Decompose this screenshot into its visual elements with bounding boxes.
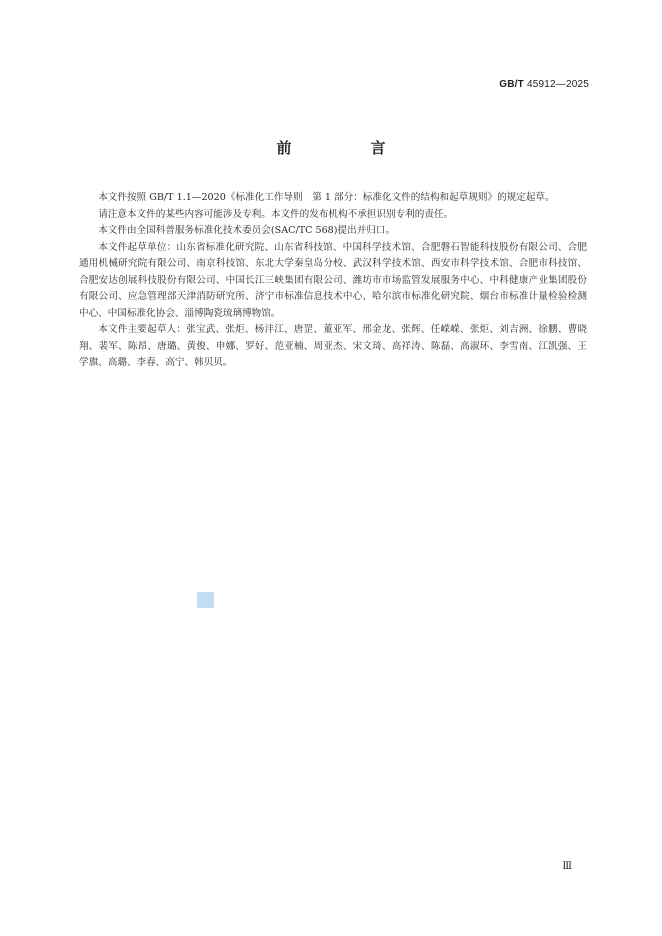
standard-prefix: GB/T	[499, 79, 524, 90]
paragraph-drafters: 本文件主要起草人：张宝武、张炬、杨沣江、唐罡、董亚军、邢金龙、张辉、任嵘嵘、张炬、刘吉洲、徐鹏、曹晓翔、裴军、陈昂、唐璐、黄俊、申娜、罗好、范亚楠、周亚杰、宋文琦、高祥涛、陈磊、高淑环、李雪南、江凯强、王学旗、高璐、李春、高宁、韩贝贝。	[79, 324, 587, 368]
watermark-stamp	[197, 592, 214, 608]
paragraph-drafting-units: 本文件起草单位：山东省标准化研究院、山东省科技馆、中国科学技术馆、合肥磐石智能科技股份有限公司、合肥通用机械研究院有限公司、南京科技馆、东北大学秦皇岛分校、武汉科学技术馆、西安市科学技术馆、合肥市科技馆、合肥安达创展科技股份有限公司、中国长江三峡集团有限公司、潍坊市市场监管发展服务中心、中科健康产业集团股份有限公司、应急管理部天津消防研究所、济宁市标准信息技术中心、哈尔滨市标准化研究院、烟台市标准计量检验检测中心、中国标准化协会、淄博陶瓷琉璃博物馆。	[79, 241, 587, 319]
paragraph-proposer: 本文件由全国科普服务标准化技术委员会(SAC/TC 568)提出并归口。	[98, 225, 396, 236]
standard-number: 45912—2025	[526, 79, 589, 90]
page-number: Ⅲ	[562, 861, 572, 872]
page-title: 前 言	[276, 139, 418, 157]
paragraph-drafting-rules: 本文件按照 GB/T 1.1—2020《标准化工作导则 第 1 部分：标准化文件的结构和起草规则》的规定起草。	[98, 192, 555, 203]
standard-code	[499, 79, 589, 90]
foreword-body	[79, 190, 587, 372]
paragraph-patent-notice: 请注意本文件的某些内容可能涉及专利。本文件的发布机构不承担识别专利的责任。	[98, 208, 454, 220]
